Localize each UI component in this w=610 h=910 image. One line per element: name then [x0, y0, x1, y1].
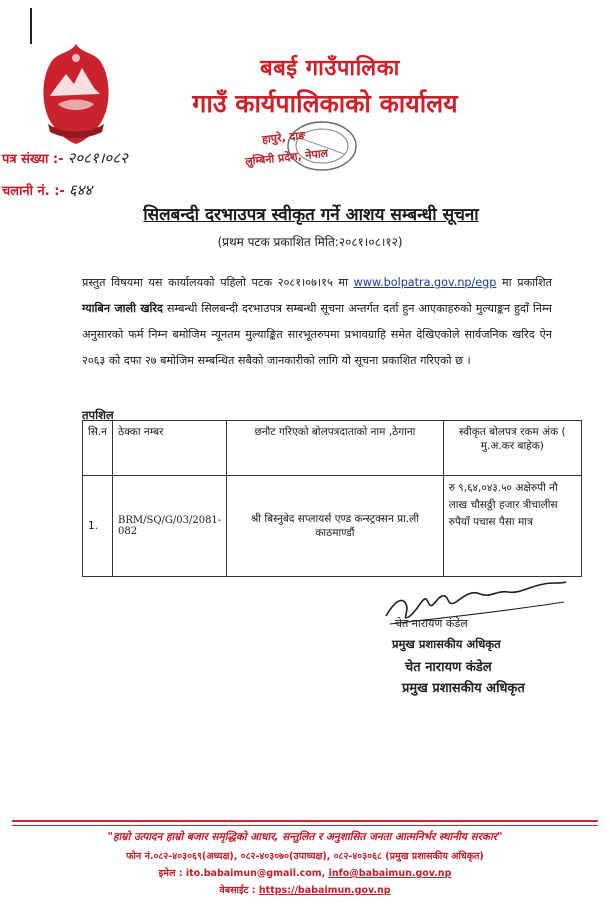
cell-sn: 1.	[83, 476, 113, 577]
margin-mark	[30, 8, 32, 44]
website-link[interactable]: https://babaimun.gov.np	[258, 885, 391, 896]
stamp-text-province: लुम्बिनी प्रदेश, नेपाल	[244, 146, 329, 169]
header-amount: स्वीकृत बोलपत्र रकम अंक ( मु.अ.कर बाहेक)	[443, 421, 581, 476]
table-row	[83, 476, 582, 577]
notice-title: सिलबन्दी दरभाउपत्र स्वीकृत गर्ने आशय सम्बन्धी सूचना	[143, 205, 479, 225]
body-text-item: ग्याबिन जाली खरिद	[82, 302, 163, 315]
dispatch-number-label: चलानी नं. :-	[2, 184, 65, 199]
dispatch-number	[2, 180, 92, 200]
details-table	[82, 420, 582, 577]
footer-phone: फोन नं.०८२-४०३०६९(अध्यक्ष), ०८२-४०३०७०(उपाध्यक्ष), ०८२-४०३०६८ (प्रमुख प्रशासकीय अधिकृत)	[126, 851, 484, 862]
signatory-name: चेत नारायण कंडेल	[395, 617, 468, 630]
office-name: गाउँ कार्यपालिकाको कार्यालय	[192, 89, 458, 118]
letter-number-value: २०८१।०८२	[67, 149, 128, 167]
org-name: बबई गाउँपालिका	[260, 56, 400, 81]
signatory-stamp-name: चेत नारायण कंडेल	[405, 660, 492, 675]
signatory-title: प्रमुख प्रशासकीय अधिकृत	[392, 637, 501, 651]
cell-amount: रु ९,६४,०४३.५० अक्षेरुपी नौ लाख चौसठ्ठी हजार त्रीचालीस रुपैयाँ पचास पैसा मात्र	[443, 476, 581, 577]
footer-website	[40, 883, 570, 896]
email-label: इमेल :	[158, 868, 186, 879]
letter-number-label: पत्र संख्या :-	[2, 152, 64, 167]
signatory-stamp-title: प्रमुख प्रशासकीय अधिकृत	[402, 681, 525, 696]
body-text-1: प्रस्तुत विषयमा यस कार्यालयको पहिलो पटक २०८१।०७।१५ मा	[82, 276, 354, 289]
header-sn: सि.न	[83, 421, 113, 476]
nepal-emblem-icon	[36, 38, 116, 148]
footer-divider-thin	[12, 825, 598, 826]
letter-number	[2, 148, 128, 168]
email-link-1[interactable]: ito.babaimun@gmail.com	[185, 868, 322, 879]
email-separator: ,	[321, 868, 329, 879]
footer-motto: "हाम्रो उत्पादन हाम्रो बजार समृद्धिको आधार, सन्तुलित र अनुशासित जनता आत्मनिर्भर स्थानीय सरकार"	[107, 831, 503, 843]
body-text-2: मा प्रकाशित	[496, 276, 552, 289]
notice-body	[82, 270, 552, 374]
body-text-3: सम्बन्धी सिलबन्दी दरभाउपत्र सम्बन्धी सूचना अन्तर्गत दर्ता हुन आएकाहरुको मुल्याङ्कन हुदाँ निम्न अनुसारको फर्म निम्न बमोजिम न्यूनतम मुल्याङ्कित सारभूतरुपमा प्रभावग्राहि समेत देखिएकोले सार्वजनिक खरिद ऐन २०६३ को दफा २७ बमोजिम सम्बन्धित सबैको जानकारीको लागि यो सूचना प्रकाशित गरिएको छ ।	[82, 302, 552, 367]
table-header-row	[83, 421, 582, 476]
header-contract-no: ठेक्का नम्बर	[112, 421, 226, 476]
stamp-text-address: हापुरे, दाङ	[261, 128, 306, 147]
cell-bidder: श्री बिस्नुबेद सप्लायर्स एण्ड कन्स्ट्रक्सन प्रा.ली काठमाण्डौं	[227, 476, 444, 577]
footer-divider	[12, 820, 598, 822]
notice-subtitle: (प्रथम पटक प्रकाशित मिति:२०८१।०८।१२)	[217, 235, 403, 249]
cell-contract-no: BRM/SQ/G/03/2081-082	[112, 476, 226, 577]
details-label: तपशिल	[82, 408, 114, 422]
header-bidder: छनौट गरिएको बोलपत्रदाताको नाम ,ठेगाना	[227, 421, 444, 476]
bolpatra-link[interactable]: www.bolpatra.gov.np/egp	[353, 276, 497, 289]
dispatch-number-value: ६४४	[68, 181, 93, 199]
footer-email	[40, 866, 570, 879]
website-label: वेबसाईट :	[219, 885, 259, 896]
email-link-2[interactable]: info@babaimun.gov.np	[328, 868, 452, 879]
